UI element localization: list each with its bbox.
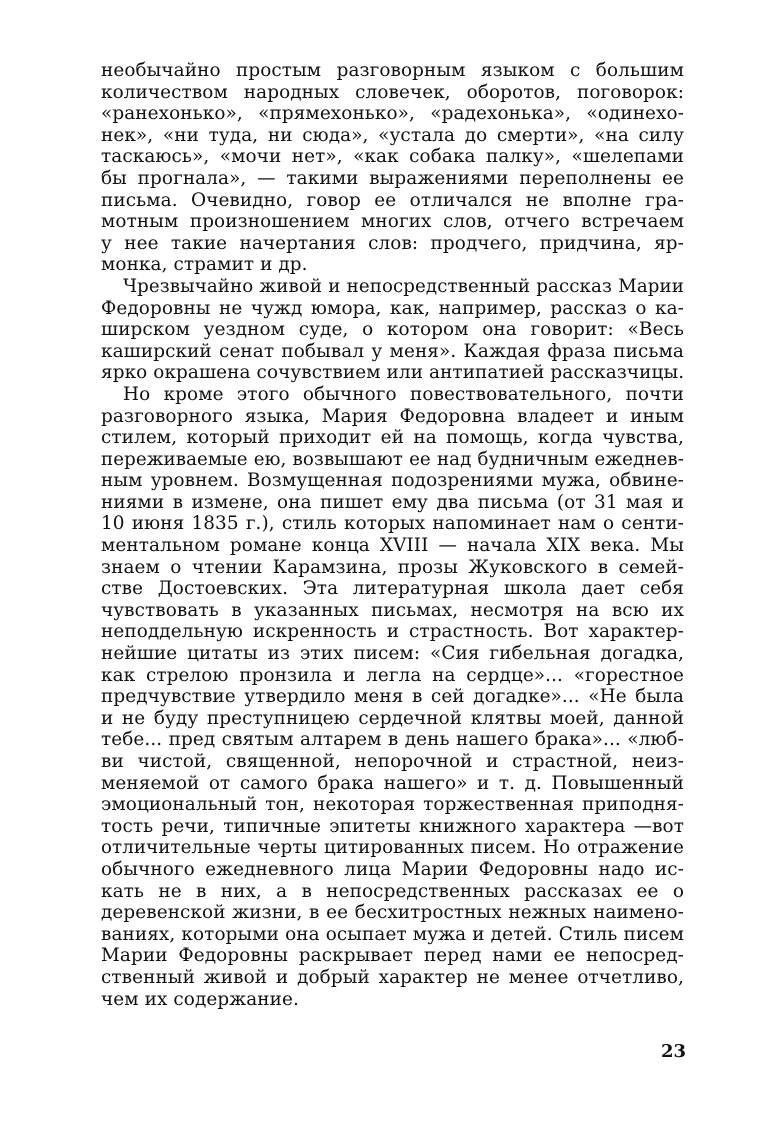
text-line: Но кроме этого обычного повествовательного, почти: [123, 383, 684, 405]
text-line: Чрезвычайно живой и непосредственный рассказ Марии: [123, 275, 684, 297]
text-line: ви чистой, священной, непорочной и страстной, неиз-: [101, 751, 684, 772]
text-line: меняемой от самого брака нашего» и т. д. Повышенный: [101, 772, 684, 794]
text-line: тебе... пред святым алтарем в день нашего брака»... «люб-: [101, 729, 684, 751]
text-line: тость речи, типичные эпитеты книжного характера —вот: [101, 815, 684, 837]
text-line: 10 июня 1835 г.), стиль которых напоминает нам о сенти-: [101, 513, 684, 535]
text-line: как стрелою пронзила и легла на сердце»... «горестное: [101, 664, 684, 686]
text-line: письма. Очевидно, говор ее отличался не вполне гра-: [101, 189, 684, 211]
text-line: эмоциональный тон, некоторая торжественная приподня-: [101, 794, 684, 816]
text-line: стве Достоевских. Эта литературная школа дает себя: [101, 578, 684, 600]
text-line: ваниях, которыми она осыпает мужа и детей. Стиль писем: [101, 923, 684, 945]
text-line: бы прогнала», — такими выражениями переполнены ее: [101, 167, 684, 189]
text-line: нейшие цитаты из этих писем: «Сия гибельная догадка,: [101, 643, 684, 665]
text-line: Федоровны не чужд юмора, как, например, рассказ о ка-: [101, 297, 684, 319]
text-line: разговорного языка, Мария Федоровна владеет и иным: [101, 405, 684, 427]
text-line: Марии Федоровны раскрывает перед нами ее непосред-: [101, 945, 684, 967]
text-line: у нее такие начертания слов: продчего, придчина, яр-: [101, 232, 684, 254]
text-line: ниями в измене, она пишет ему два письма (от 31 мая и: [101, 491, 684, 513]
text-line: количеством народных словечек, оборотов, поговорок:: [101, 81, 684, 103]
text-line: и не буду преступницею сердечной клятвы моей, данной: [101, 707, 684, 729]
text-line: ственный живой и добрый характер не менее отчетливо,: [101, 966, 684, 988]
text-line: обычного ежедневного лица Марии Федоровны надо ис-: [101, 858, 684, 880]
text-line: ным уровнем. Возмущенная подозрениями мужа, обвине-: [101, 470, 684, 492]
text-line: кать не в них, а в непосредственных рассказах ее о: [101, 880, 684, 902]
text-line: ментальном романе конца XVIII — начала XIX века. Мы: [101, 535, 684, 557]
text-line: чувствовать в указанных письмах, несмотря на всю их: [101, 599, 684, 621]
text-line: «ранехонько», «прямехонько», «радехонька», «одинехо-: [101, 103, 684, 125]
page-text: [101, 60, 684, 1010]
text-line: нек», «ни туда, ни сюда», «устала до смерти», «на силу: [101, 124, 684, 146]
text-line: монка, страмит и др.: [101, 254, 308, 276]
text-line: стилем, который приходит ей на помощь, когда чувства,: [101, 427, 684, 449]
text-line: необычайно простым разговорным языком с большим: [101, 60, 684, 81]
text-line: мотным произношением многих слов, отчего встречаем: [101, 211, 684, 233]
text-line: каширский сенат побывал у меня». Каждая фраза письма: [101, 340, 684, 362]
text-line: таскаюсь», «мочи нет», «как собака палку», «шелепами: [101, 146, 684, 168]
text-line: неподдельную искренность и страстность. Вот характер-: [101, 621, 684, 643]
text-line: чем их содержание.: [101, 988, 299, 1010]
text-line: ярко окрашена сочувствием или антипатией рассказчицы.: [101, 362, 685, 384]
text-line: знаем о чтении Карамзина, прозы Жуковского в семей-: [101, 556, 684, 578]
text-line: деревенской жизни, в ее бесхитростных нежных наимено-: [101, 902, 684, 924]
text-line: переживаемые ею, возвышают ее над будничным ежеднев-: [101, 448, 684, 470]
text-line: ширском уездном суде, о котором она говорит: «Весь: [101, 319, 684, 341]
text-line: отличительные черты цитированных писем. Но отражение: [101, 837, 684, 859]
text-line: предчувствие утвердило меня в сей догадке»... «Не была: [101, 686, 684, 708]
page-number: 23: [661, 1041, 687, 1062]
